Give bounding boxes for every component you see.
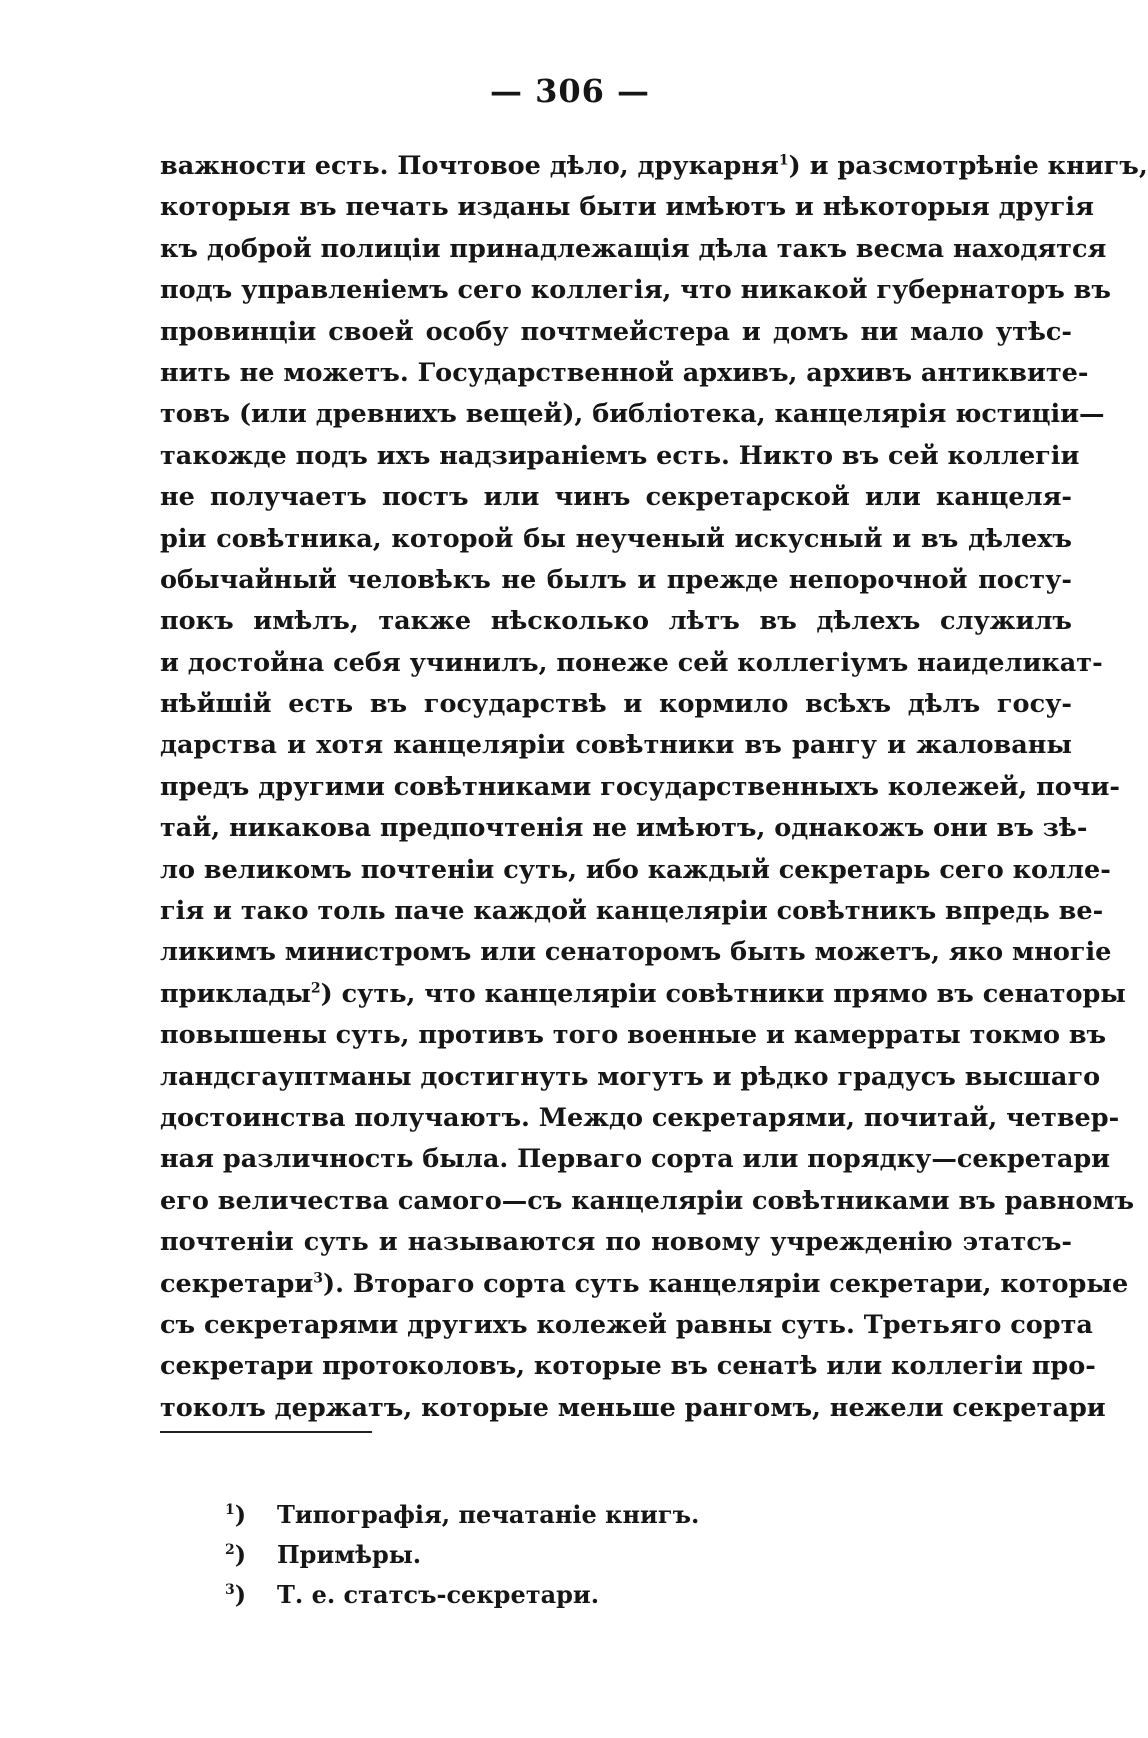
line-text: ) суть, что канцеляріи совѣтники прямо въ сенаторы	[320, 978, 1126, 1009]
line-text: ликимъ министромъ или сенаторомъ быть можетъ, яко многіе	[160, 937, 1112, 968]
line-text: нить не можетъ. Государственной архивъ, архивъ антиквите-	[160, 357, 1089, 388]
text-line	[160, 394, 1105, 435]
line-text: повышены суть, противъ того военные и камерраты токмо въ	[160, 1020, 1107, 1051]
text-line	[160, 767, 1120, 808]
line-text: тай, никакова предпочтенія не имѣютъ, однакожъ они въ зѣ-	[160, 813, 1088, 844]
line-text: къ доброй полиціи принадлежащія дѣла такъ весма находятся	[160, 233, 1107, 264]
line-text: ло великомъ почтеніи суть, ибо каждый секретарь сего колле-	[160, 854, 1111, 885]
line-text: такожде подъ ихъ надзираніемъ есть. Никто въ сей коллегіи	[160, 440, 1080, 471]
line-text: съ секретарями другихъ колежей равны суть. Третьяго сорта	[160, 1309, 1093, 1340]
line-text: его величества самого—съ канцеляріи совѣтниками въ равномъ	[160, 1185, 1135, 1216]
text-line	[160, 1015, 1107, 1056]
line-text: ная различность была. Перваго сорта или порядку—секретари	[160, 1144, 1111, 1175]
text-line	[160, 974, 1126, 1015]
text-line	[160, 187, 1094, 228]
footnote-number: 3	[225, 1582, 235, 1598]
page-number: — 306 —	[489, 72, 651, 110]
text-line	[160, 684, 1072, 725]
text-line	[160, 1388, 1106, 1429]
line-text: ландсгауптманы достигнуть могутъ и рѣдко градусъ высшаго	[160, 1061, 1101, 1092]
text-line	[160, 560, 1072, 601]
text-line	[160, 436, 1080, 477]
footnote-reference[interactable]: 2	[310, 980, 321, 997]
footnote-reference[interactable]: 1	[778, 152, 789, 169]
text-line	[160, 1222, 1072, 1263]
footnote	[225, 1530, 1025, 1570]
footnote	[225, 1490, 1025, 1530]
body-text	[160, 146, 1148, 1429]
line-text: секретари	[160, 1268, 314, 1299]
footnotes	[225, 1490, 1025, 1610]
line-text: провинціи своей особу почтмейстера и домъ ни мало утѣс-	[160, 316, 1072, 347]
line-text: важности есть. Почтовое дѣло, друкарня	[160, 151, 779, 181]
line-text: ріи совѣтника, которой бы неученый искусный и въ дѣлехъ	[160, 523, 1072, 554]
line-text: достоинства получаютъ. Междо секретарями, почитай, четвер-	[160, 1102, 1120, 1133]
text-line	[160, 1057, 1101, 1098]
text-line	[160, 519, 1072, 560]
text-line	[160, 312, 1072, 353]
line-text: обычайный человѣкъ не былъ и прежде непорочной посту-	[160, 564, 1072, 595]
line-text: не получаетъ постъ или чинъ секретарской или канцеля-	[160, 482, 1072, 513]
text-line	[160, 477, 1072, 518]
footnote-text: Примѣры.	[277, 1540, 422, 1569]
text-line	[160, 850, 1111, 891]
footnote-number: 1	[225, 1502, 235, 1518]
line-text: предъ другими совѣтниками государственныхъ колежей, почи-	[160, 771, 1120, 802]
footnote-marker: $^3$)	[225, 1580, 247, 1609]
text-line	[160, 353, 1089, 394]
text-line	[160, 1346, 1096, 1387]
line-text: и достойна себя учинилъ, понеже сей коллегіумъ наиделикат-	[160, 647, 1103, 678]
line-text: которыя въ печать изданы быти имѣютъ и нѣкоторыя другія	[160, 192, 1094, 223]
line-text: ) и разсмотрѣніе книгъ,	[788, 151, 1148, 181]
text-line	[160, 1181, 1135, 1222]
footnote-text: Типографія, печатаніе книгъ.	[277, 1500, 700, 1529]
text-line	[160, 643, 1103, 684]
line-text: товъ (или древнихъ вещей), библіотека, канцелярія юстиціи—	[160, 399, 1105, 430]
footnote-separator	[160, 1431, 372, 1433]
line-text: секретари протоколовъ, которые въ сенатѣ или коллегіи про-	[160, 1351, 1096, 1382]
footnote-reference[interactable]: 3	[313, 1270, 324, 1287]
line-text: почтеніи суть и называются по новому учрежденію этатсъ-	[160, 1227, 1072, 1258]
text-line	[160, 1139, 1111, 1180]
line-text: гія и тако толь паче каждой канцеляріи совѣтникъ впредь ве-	[160, 896, 1104, 927]
line-text: ). Втораго сорта суть канцеляріи секретари, которые	[323, 1268, 1129, 1299]
line-text: приклады	[160, 978, 311, 1009]
text-line	[160, 229, 1107, 270]
footnote	[225, 1570, 1025, 1610]
footnote-number: 2	[225, 1542, 235, 1558]
text-line	[160, 601, 1072, 642]
line-text: покъ имѣлъ, также нѣсколько лѣтъ въ дѣлехъ служилъ	[160, 606, 1072, 637]
footnote-text: Т. е. статсъ-секретари.	[277, 1580, 600, 1609]
text-line	[160, 1264, 1129, 1305]
line-text: нѣйшій есть въ государствѣ и кормило всѣхъ дѣлъ госу-	[160, 689, 1072, 720]
footnote-marker: $^1$)	[225, 1500, 247, 1529]
footnote-marker: $^2$)	[225, 1540, 247, 1569]
text-line	[160, 1305, 1093, 1346]
text-line	[160, 932, 1112, 973]
text-line	[160, 808, 1088, 849]
line-text: подъ управленіемъ сего коллегія, что никакой губернаторъ въ	[160, 275, 1111, 306]
text-line	[160, 1098, 1120, 1139]
line-text: дарства и хотя канцеляріи совѣтники въ рангу и жалованы	[160, 730, 1072, 761]
text-line	[160, 146, 1148, 187]
text-line	[160, 270, 1111, 311]
text-line	[160, 725, 1072, 766]
text-line	[160, 891, 1104, 932]
line-text: токолъ держатъ, которые меньше рангомъ, нежели секретари	[160, 1392, 1106, 1423]
